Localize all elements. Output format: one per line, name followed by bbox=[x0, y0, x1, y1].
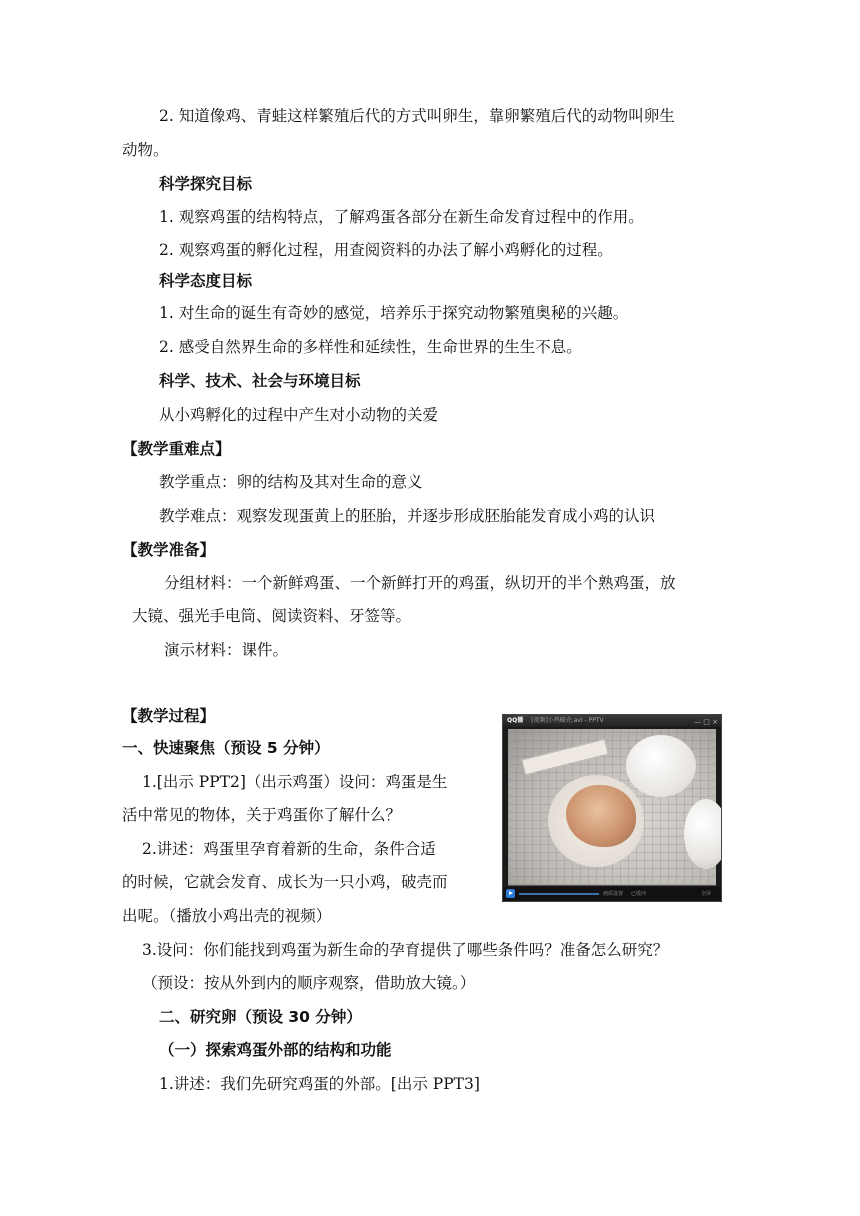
player-label: 全屏 bbox=[701, 891, 712, 897]
text-line: 演示材料：课件。 bbox=[164, 641, 289, 659]
section-heading: 【教学过程】 bbox=[122, 707, 216, 725]
text-line: 的时候，它就会发育、成长为一只小鸡，破壳而 bbox=[122, 873, 448, 891]
text-line: 动物。 bbox=[122, 141, 169, 159]
text-line: 活中常见的物体，关于鸡蛋你了解什么？ bbox=[122, 806, 402, 824]
section-heading: 一、快速聚焦（预设 5 分钟） bbox=[122, 739, 330, 757]
section-heading: （一）探索鸡蛋外部的结构和功能 bbox=[159, 1041, 392, 1059]
chick-image bbox=[566, 785, 636, 847]
text-line: 分组材料：一个新鲜鸡蛋、一个新鲜打开的鸡蛋，纵切开的半个熟鸡蛋，放 bbox=[164, 574, 676, 592]
ruler-image bbox=[521, 739, 608, 775]
text-line: 大镜、强光手电筒、阅读资料、牙签等。 bbox=[132, 607, 412, 625]
player-logo: QQ播 bbox=[507, 717, 524, 724]
text-line: 1.[出示 PPT2]（出示鸡蛋）设问：鸡蛋是生 bbox=[142, 773, 448, 791]
player-title: [视频]小鸡破壳.avi - PPTV bbox=[531, 717, 604, 724]
section-heading: 科学态度目标 bbox=[159, 272, 253, 290]
section-heading: 科学、技术、社会与环境目标 bbox=[159, 372, 361, 390]
player-label: 画质设置 bbox=[603, 891, 624, 897]
section-heading: 【教学准备】 bbox=[122, 541, 216, 559]
section-heading: 【教学重难点】 bbox=[122, 440, 231, 458]
text-line: 2.讲述：鸡蛋里孕育着新的生命，条件合适 bbox=[142, 840, 436, 858]
player-title-bar bbox=[503, 715, 721, 727]
video-player-screenshot bbox=[502, 714, 722, 902]
text-line: 2. 知道像鸡、青蛙这样繁殖后代的方式叫卵生，靠卵繁殖后代的动物叫卵生 bbox=[159, 107, 675, 125]
player-label: 已缓冲 bbox=[631, 891, 647, 897]
section-heading: 科学探究目标 bbox=[159, 175, 253, 193]
player-control-bar bbox=[503, 887, 721, 901]
video-frame-chick-hatching bbox=[508, 729, 716, 885]
window-controls-icon: — □ × bbox=[694, 718, 718, 726]
text-line: 1. 观察鸡蛋的结构特点，了解鸡蛋各部分在新生命发育过程中的作用。 bbox=[159, 208, 644, 226]
text-line: 2. 感受自然界生命的多样性和延续性，生命世界的生生不息。 bbox=[159, 338, 582, 356]
text-line: 1.讲述：我们先研究鸡蛋的外部。[出示 PPT3] bbox=[159, 1075, 480, 1093]
player-progress-line bbox=[508, 885, 716, 886]
text-line: 教学难点：观察发现蛋黄上的胚胎，并逐步形成胚胎能发育成小鸡的认识 bbox=[159, 507, 656, 525]
volume-slider bbox=[519, 893, 599, 895]
text-line: 3.设问：你们能找到鸡蛋为新生命的孕育提供了哪些条件吗？准备怎么研究？ bbox=[142, 941, 669, 959]
text-line: （预设：按从外到内的顺序观察，借助放大镜。） bbox=[142, 974, 476, 992]
text-line: 2. 观察鸡蛋的孵化过程，用查阅资料的办法了解小鸡孵化的过程。 bbox=[159, 241, 613, 259]
egg-image bbox=[626, 735, 696, 797]
text-line: 教学重点：卵的结构及其对生命的意义 bbox=[159, 473, 423, 491]
play-icon bbox=[506, 889, 515, 898]
section-heading: 二、研究卵（预设 30 分钟） bbox=[159, 1008, 362, 1026]
text-line: 从小鸡孵化的过程中产生对小动物的关爱 bbox=[159, 406, 439, 424]
egg-image bbox=[684, 799, 722, 869]
text-line: 1. 对生命的诞生有奇妙的感觉，培养乐于探究动物繁殖奥秘的兴趣。 bbox=[159, 304, 629, 322]
text-line: 出呢。（播放小鸡出壳的视频） bbox=[122, 907, 332, 925]
